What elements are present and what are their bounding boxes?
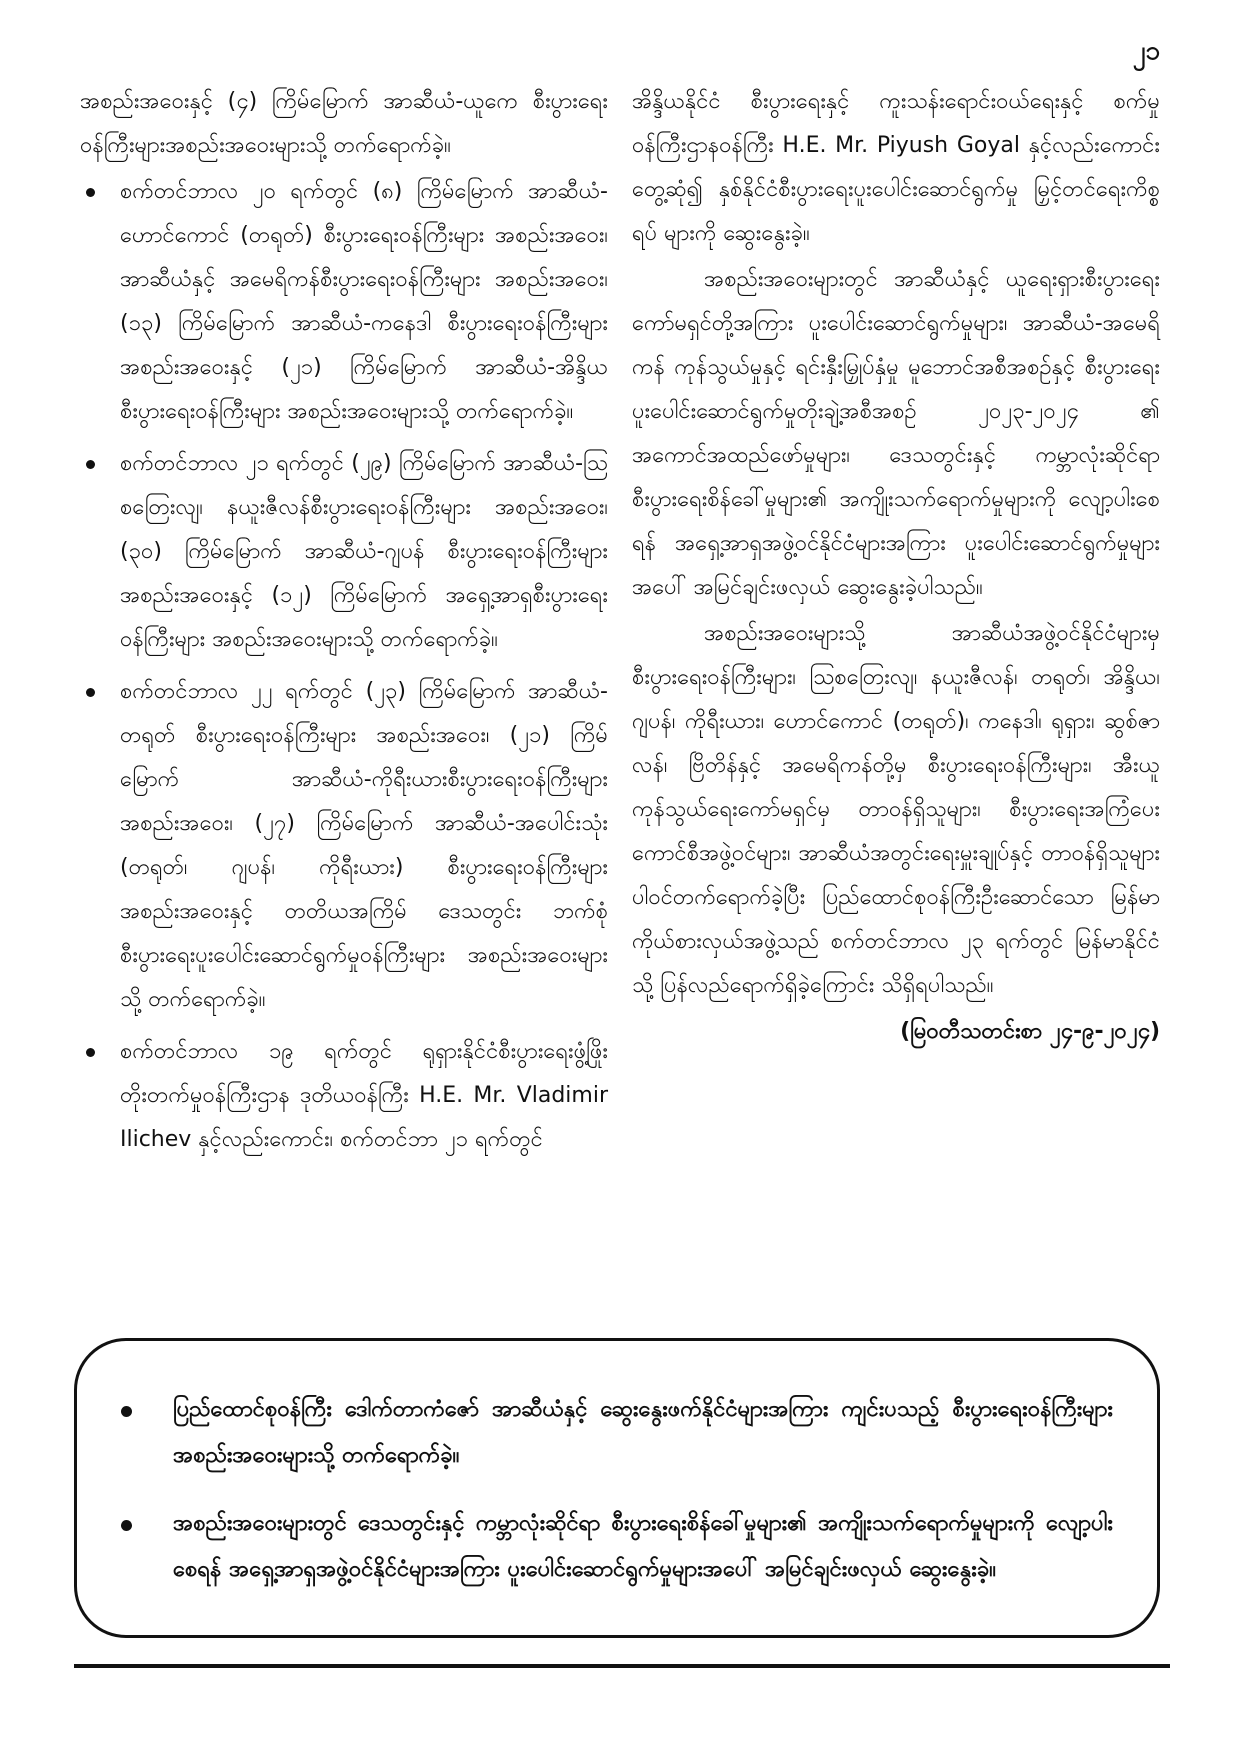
- summary-item: အစည်းအဝေးများတွင် ဒေသတွင်းနှင့် ကမ္ဘာလုံးဆိုင်ရာ စီးပွားရေးစိန်ခေါ်မှုများ၏ အကျိုးသက်ရောက်မှုများကို လျော့ပါးစေရန် အရှေ့အာရှအဖွဲ့ဝင်နိုင်ငံများအကြား ပူးပေါင်းဆောင်ရွက်မှုများအပေါ် အမြင်ချင်းဖလှယ် ဆွေးနွေးခဲ့။: [121, 1501, 1113, 1593]
- right-column: [632, 80, 1160, 1056]
- meeting-bullet-list: [80, 170, 608, 1162]
- left-column: [80, 80, 608, 1170]
- body-paragraph: အစည်းအဝေးများသို့ အာဆီယံအဖွဲ့ဝင်နိုင်ငံများမှ စီးပွားရေးဝန်ကြီးများ၊ သြစတြေးလျ၊ နယူးဇီလန်၊ တရုတ်၊ အိန္ဒိယ၊ ဂျပန်၊ ကိုရီးယား၊ ဟောင်ကောင် (တရုတ်)၊ ကနေဒါ၊ ရုရှား၊ ဆွစ်ဇာလန်၊ ဗြိတိန်နှင့် အမေရိကန်တို့မှ စီးပွားရေးဝန်ကြီးများ၊ အီးယူကုန်သွယ်ရေးကော်မရှင်မှ တာဝန်ရှိသူများ၊ စီးပွားရေးအကြံပေးကောင်စီအဖွဲ့ဝင်များ၊ အာဆီယံအတွင်းရေးမှူးချုပ်နှင့် တာဝန်ရှိသူများ ပါဝင်တက်ရောက်ခဲ့ပြီး ပြည်ထောင်စုဝန်ကြီးဦးဆောင်သော မြန်မာကိုယ်စားလှယ်အဖွဲ့သည် စက်တင်ဘာလ ၂၃ ရက်တွင် မြန်မာနိုင်ငံသို့ ပြန်လည်ရောက်ရှိခဲ့ကြောင်း သိရှိရပါသည်။: [632, 621, 1160, 998]
- bullet-item: စက်တင်ဘာလ ၂၁ ရက်တွင် (၂၉) ကြိမ်မြောက် အာဆီယံ-သြစတြေးလျ၊ နယူးဇီလန်စီးပွားရေးဝန်ကြီးများ အစည်းအဝေး၊ (၃၀) ကြိမ်မြောက် အာဆီယံ-ဂျပန် စီးပွားရေးဝန်ကြီးများအစည်းအဝေးနှင့် (၁၂) ကြိမ်မြောက် အရှေ့အာရှစီးပွားရေးဝန်ကြီးများ အစည်းအဝေးများသို့ တက်ရောက်ခဲ့။: [80, 442, 608, 662]
- bullet-item: စက်တင်ဘာလ ၂၀ ရက်တွင် (၈) ကြိမ်မြောက် အာဆီယံ-ဟောင်ကောင် (တရုတ်) စီးပွားရေးဝန်ကြီးများ အစည်းအဝေး၊ အာဆီယံနှင့် အမေရိကန်စီးပွားရေးဝန်ကြီးများ အစည်းအဝေး၊ (၁၃) ကြိမ်မြောက် အာဆီယံ-ကနေဒါ စီးပွားရေးဝန်ကြီးများအစည်းအဝေးနှင့် (၂၁) ကြိမ်မြောက် အာဆီယံ-အိန္ဒိယစီးပွားရေးဝန်ကြီးများ အစည်းအဝေးများသို့ တက်ရောက်ခဲ့။: [80, 170, 608, 434]
- bullet-item: စက်တင်ဘာလ ၁၉ ရက်တွင် ရုရှားနိုင်ငံစီးပွားရေးဖွံ့ဖြိုးတိုးတက်မှုဝန်ကြီးဌာန ဒုတိယဝန်ကြီး H.E. Mr. Vladimir Ilichev နှင့်လည်းကောင်း၊ စက်တင်ဘာ ၂၁ ရက်တွင်: [80, 1030, 608, 1162]
- page-number: ၂၁: [1132, 36, 1160, 66]
- bottom-divider: [74, 1664, 1170, 1668]
- body-paragraph: အစည်းအဝေးများတွင် အာဆီယံနှင့် ယူရေးရှားစီးပွားရေးကော်မရှင်တို့အကြား ပူးပေါင်းဆောင်ရွက်မှုများ၊ အာဆီယံ-အမေရိကန် ကုန်သွယ်မှုနှင့် ရင်းနှီးမြှုပ်နှံမှု မူဘောင်အစီအစဉ်နှင့် စီးပွားရေးပူးပေါင်းဆောင်ရွက်မှုတိုးချဲ့အစီအစဉ် ၂၀၂၃-၂၀၂၄ ၏ အကောင်အထည်ဖော်မှုများ၊ ဒေသတွင်းနှင့် ကမ္ဘာလုံးဆိုင်ရာ စီးပွားရေးစိန်ခေါ်မှုများ၏ အကျိုးသက်ရောက်မှုများကို လျော့ပါးစေရန် အရှေ့အာရှအဖွဲ့ဝင်နိုင်ငံများအကြား ပူးပေါင်းဆောင်ရွက်မှုများအပေါ် အမြင်ချင်းဖလှယ် ဆွေးနွေးခဲ့ပါသည်။: [632, 267, 1160, 600]
- summary-item: ပြည်ထောင်စုဝန်ကြီး ဒေါက်တာကံဇော် အာဆီယံနှင့် ဆွေးနွေးဖက်နိုင်ငံများအကြား ကျင်းပသည့် စီးပွားရေးဝန်ကြီးများအစည်းအဝေးများသို့ တက်ရောက်ခဲ့။: [121, 1387, 1113, 1479]
- summary-box: [74, 1338, 1160, 1638]
- summary-list: [121, 1387, 1113, 1593]
- intro-paragraph: အစည်းအဝေးနှင့် (၄) ကြိမ်မြောက် အာဆီယံ-ယူကေ စီးပွားရေးဝန်ကြီးများအစည်းအဝေးများသို့ တက်ရောက်ခဲ့။: [80, 89, 608, 158]
- continuation-paragraph: အိန္ဒိယနိုင်ငံ စီးပွားရေးနှင့် ကူးသန်းရောင်းဝယ်ရေးနှင့် စက်မှုဝန်ကြီးဌာနဝန်ကြီး H.E. Mr. Piyush Goyal နှင့်လည်းကောင်း တွေ့ဆုံ၍ နှစ်နိုင်ငံစီးပွားရေးပူးပေါင်းဆောင်ရွက်မှု မြှင့်တင်ရေးကိစ္စရပ် များကို ဆွေးနွေးခဲ့။: [632, 89, 1160, 246]
- bullet-item: စက်တင်ဘာလ ၂၂ ရက်တွင် (၂၃) ကြိမ်မြောက် အာဆီယံ-တရုတ် စီးပွားရေးဝန်ကြီးများ အစည်းအဝေး၊ (၂၁) ကြိမ်မြောက် အာဆီယံ-ကိုရီးယားစီးပွားရေးဝန်ကြီးများ အစည်းအဝေး၊ (၂၇) ကြိမ်မြောက် အာဆီယံ-အပေါင်းသုံး (တရုတ်၊ ဂျပန်၊ ကိုရီးယား) စီးပွားရေးဝန်ကြီးများ အစည်းအဝေးနှင့် တတိယအကြိမ် ဒေသတွင်း ဘက်စုံစီးပွားရေးပူးပေါင်းဆောင်ရွက်မှုဝန်ကြီးများ အစည်းအဝေးများသို့ တက်ရောက်ခဲ့။: [80, 670, 608, 1022]
- source-citation: (မြဝတီသတင်းစာ ၂၄-၉-၂၀၂၄): [900, 1019, 1160, 1044]
